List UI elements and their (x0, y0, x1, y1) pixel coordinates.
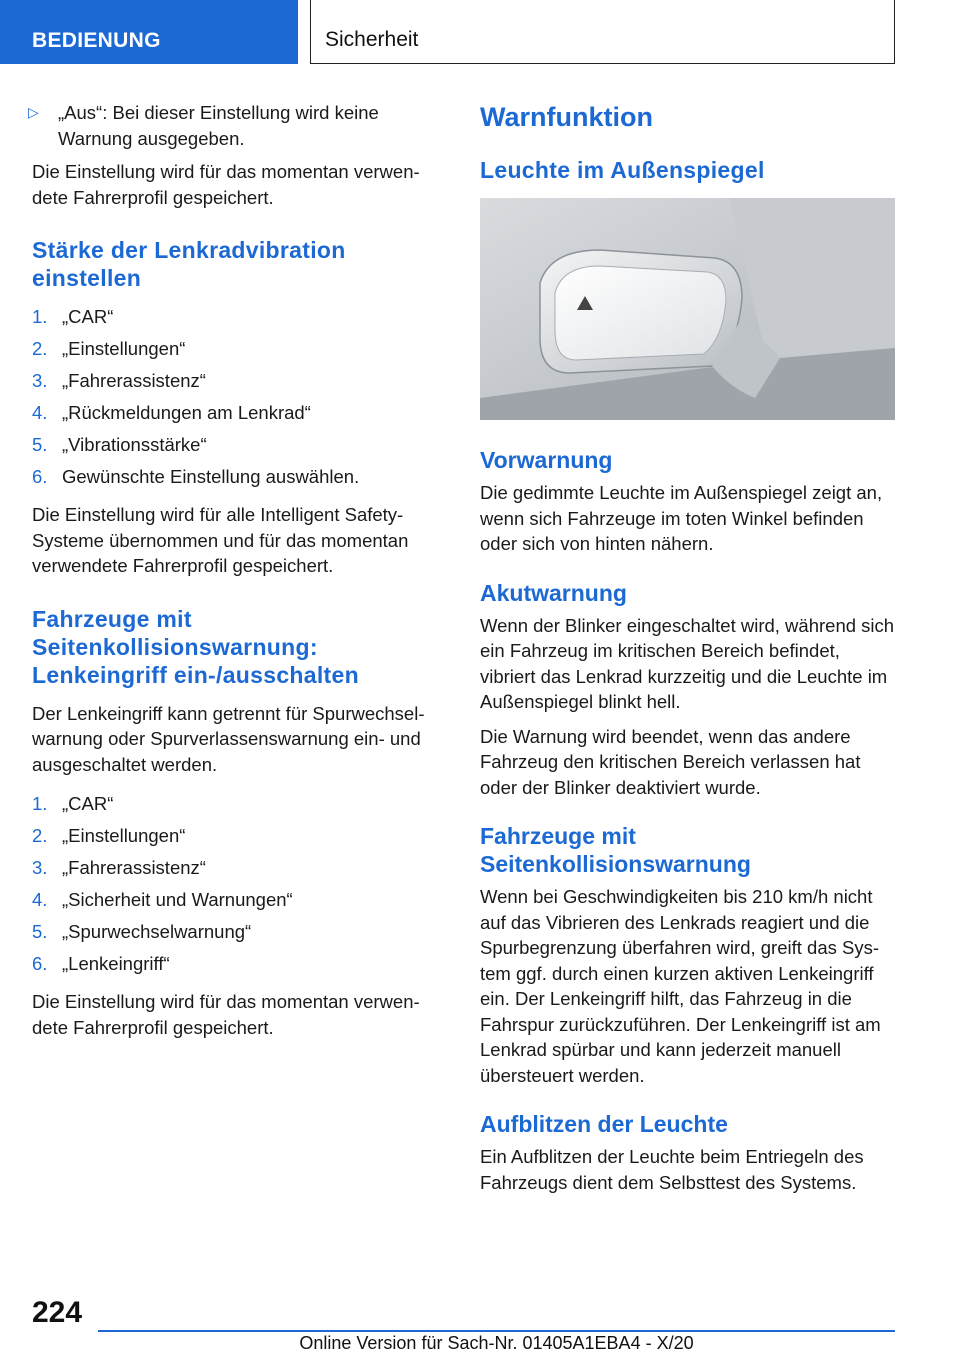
paragraph: Die Warnung wird beendet, wenn das andere Fahrzeug den kritischen Bereich verlassen hat oder der Blinker deaktiviert wurde. (480, 725, 861, 798)
list-item (32, 887, 447, 919)
topic-tab (310, 0, 895, 64)
list-item (32, 951, 447, 983)
list-item (32, 368, 447, 400)
list-text: Gewünschte Einstellung auswählen. (62, 466, 360, 487)
triangle-bullet-icon: ▷ (28, 104, 39, 120)
footer-divider (98, 1330, 895, 1332)
list-text: „Fahrerassistenz“ (62, 370, 206, 391)
list-text: „Vibrationsstärke“ (62, 434, 207, 455)
subsection-heading: Aufblitzen der Leuchte (480, 1111, 728, 1137)
list-number: 6. (32, 466, 48, 487)
chapter-tab (0, 0, 298, 64)
footer-text: Online Version für Sach-Nr. 01405A1EBA4 - X/20 (299, 1333, 694, 1353)
page-number: 224 (32, 1296, 83, 1329)
list-item (32, 304, 447, 336)
list-number: 3. (32, 857, 48, 878)
list-number: 1. (32, 306, 48, 327)
list-item (32, 791, 447, 823)
list-number: 6. (32, 953, 48, 974)
paragraph: Die Einstellung wird für das momentan verwendete Fahrerprofil gespeichert. (32, 991, 420, 1038)
list-text: „CAR“ (62, 306, 114, 327)
list-item (32, 400, 447, 432)
numbered-list (32, 304, 447, 496)
topic-label: Sicherheit (325, 28, 419, 51)
list-item (32, 464, 447, 496)
list-number: 2. (32, 825, 48, 846)
list-text: „Rückmeldungen am Lenkrad“ (62, 402, 311, 423)
list-number: 1. (32, 793, 48, 814)
left-column (28, 100, 447, 1049)
list-number: 5. (32, 434, 48, 455)
list-number: 4. (32, 889, 48, 910)
section-heading: Leuchte im Außenspiegel (480, 157, 765, 183)
list-item (32, 336, 447, 368)
right-column (480, 100, 895, 1204)
bullet-item (0, 100, 447, 151)
section-heading: Fahrzeuge mit Seitenkollisionswarnung: Lenkeingriff ein-/ausschalten (32, 605, 359, 688)
paragraph: Ein Aufblitzen der Leuchte beim Entriegeln des Fahrzeugs dient dem Selbsttest des Systems. (480, 1146, 864, 1193)
list-number: 5. (32, 921, 48, 942)
list-number: 3. (32, 370, 48, 391)
list-item (32, 823, 447, 855)
subsection-heading: Vorwarnung (480, 447, 613, 473)
side-mirror-illustration (480, 198, 895, 420)
numbered-list (32, 791, 447, 983)
chapter-title: Warnfunktion (480, 102, 653, 132)
bullet-text: „Aus“: Bei dieser Einstellung wird keine Warnung ausgegeben. (58, 102, 379, 149)
list-item (32, 919, 447, 951)
chapter-label: BEDIENUNG (32, 29, 161, 52)
paragraph: Die gedimmte Leuchte im Außenspiegel zeigt an, wenn sich Fahrzeuge im toten Winkel befinden oder sich von hinten nähern. (480, 482, 883, 554)
paragraph: Die Einstellung wird für das momentan verwendete Fahrerprofil gespeichert. (32, 161, 420, 208)
list-item (32, 855, 447, 887)
paragraph: Der Lenkeingriff kann getrennt für Spurwechselwarnung oder Spurverlassenswarnung ein- und ausgeschaltet werden. (32, 702, 425, 775)
list-number: 4. (32, 402, 48, 423)
list-number: 2. (32, 338, 48, 359)
list-item (32, 432, 447, 464)
paragraph: Wenn bei Geschwindigkeiten bis 210 km/h nicht auf das Vibrieren des Lenkrads reagiert und die Spurbegrenzung überfahren wird, greift das System ggf. durch einen kurzen aktiven Lenkeingriff ein. Der Lenkeingriff hilft, das Fahrzeug in die Fahrspur zurückzuführen. Der Lenkeingriff ist am Lenkrad spürbar und kann jederzeit manuell übersteuert werden. (480, 886, 881, 1086)
subsection-heading: Fahrzeuge mit Seitenkollisionswarnung (480, 823, 751, 877)
list-text: „Fahrerassistenz“ (62, 857, 206, 878)
paragraph: Wenn der Blinker eingeschaltet wird, während sich ein Fahrzeug im kritischen Bereich befindet, vibriert das Lenkrad kurzzeitig und die Leuchte im Außenspiegel blinkt hell. (480, 614, 895, 712)
list-text: „Lenkeingriff“ (62, 953, 170, 974)
section-heading: Stärke der Lenkradvibration einstellen (32, 237, 346, 291)
paragraph: Die Einstellung wird für alle Intelligent Safety-Systeme übernommen und für das momentan verwendete Fahrerprofil gespeichert. (32, 504, 409, 576)
list-text: „Einstellungen“ (62, 825, 186, 846)
list-text: „Einstellungen“ (62, 338, 186, 359)
list-text: „Sicherheit und Warnungen“ (62, 889, 293, 910)
subsection-heading: Akutwarnung (480, 579, 627, 606)
list-text: „Spurwechselwarnung“ (62, 921, 252, 942)
list-text: „CAR“ (62, 793, 114, 814)
